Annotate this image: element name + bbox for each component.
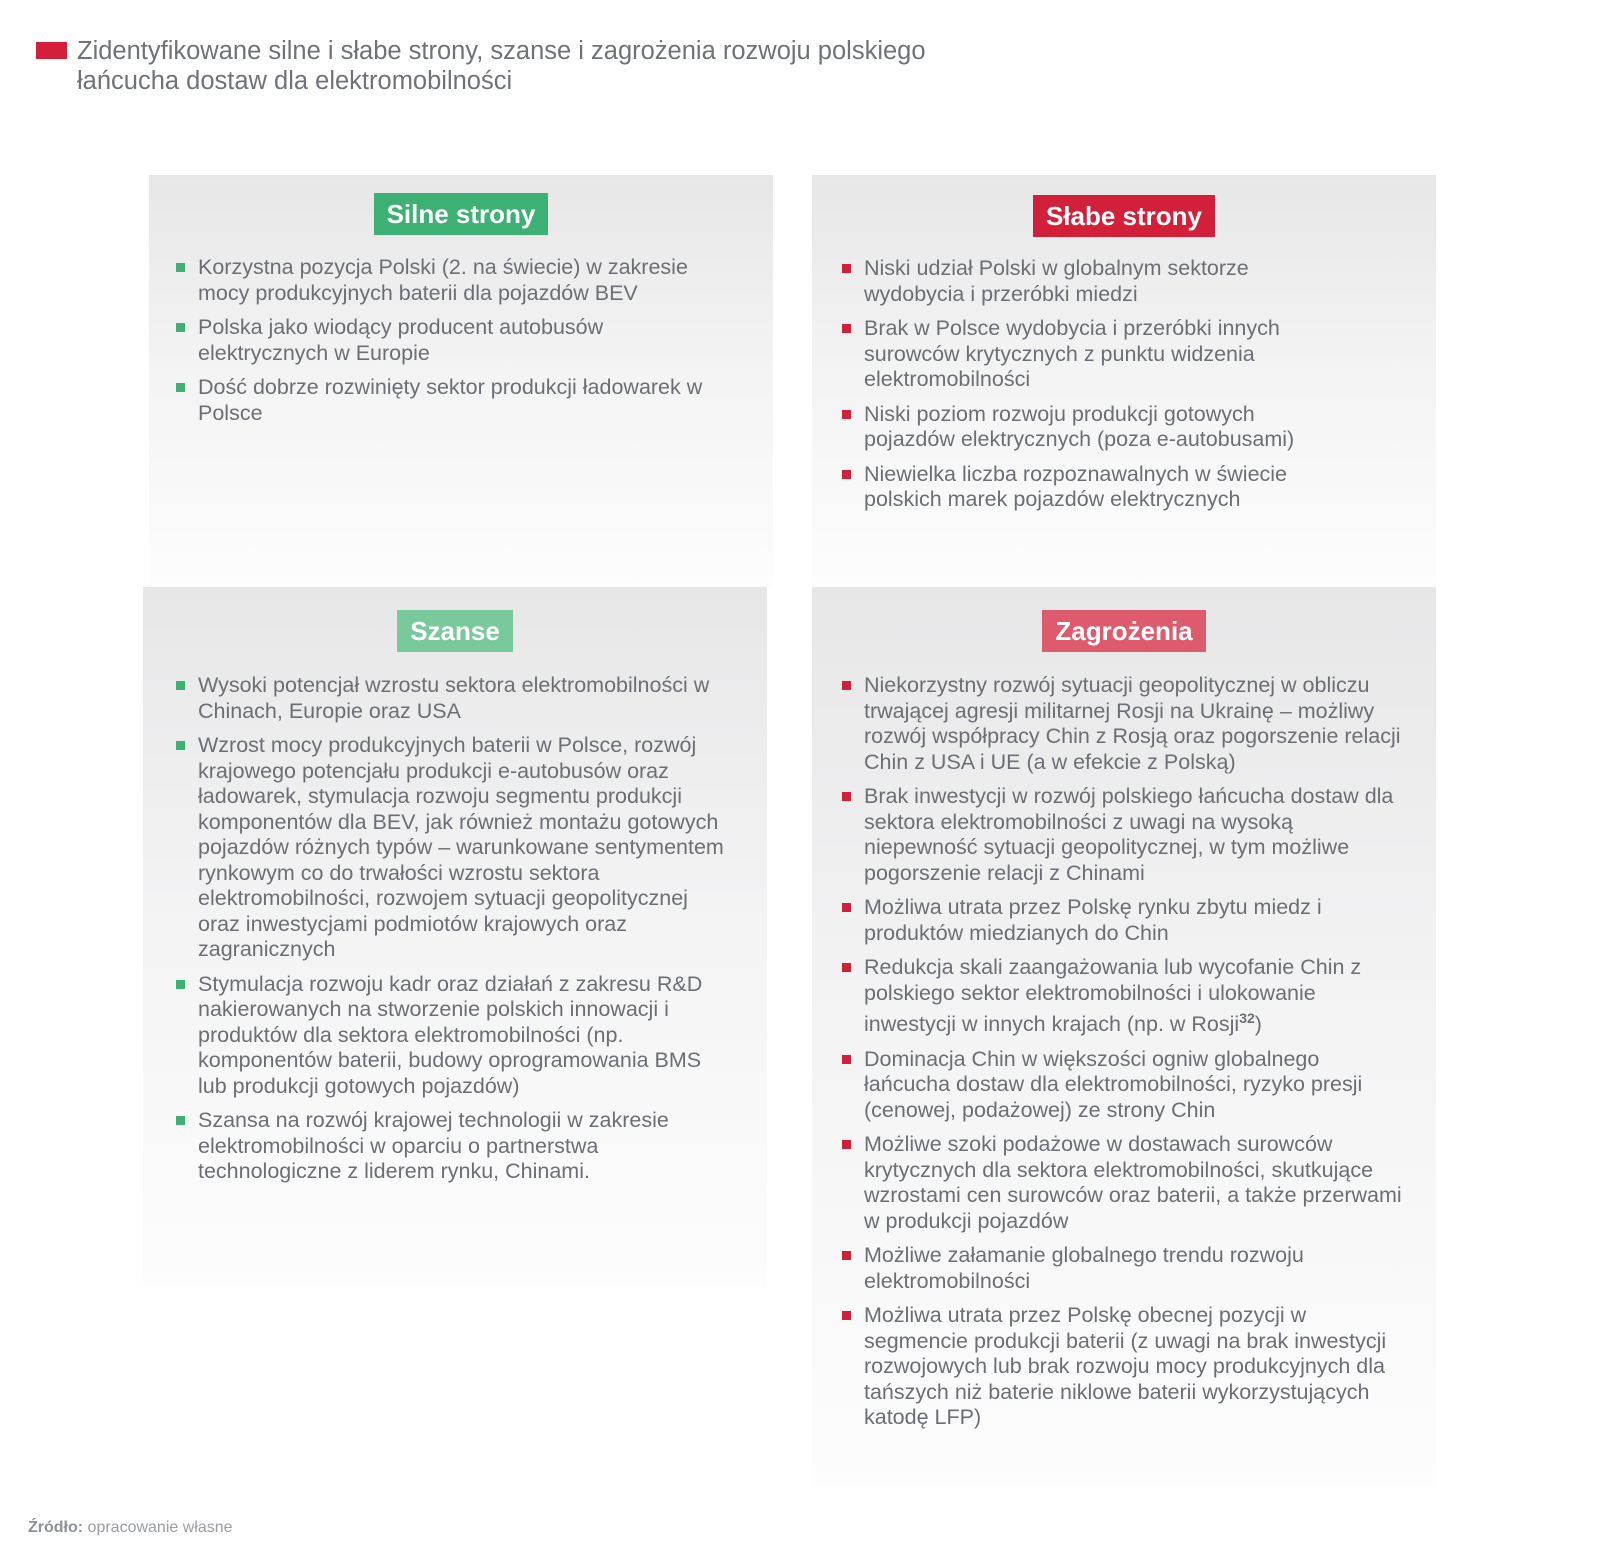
list-item: Możliwa utrata przez Polskę rynku zbytu miedz i produktów miedzianych do Chin [842, 895, 1402, 946]
list-item: Wysoki potencjał wzrostu sektora elektromobilności w Chinach, Europie oraz USA [176, 673, 726, 724]
bullet-icon [176, 681, 185, 690]
strengths-list [176, 255, 716, 435]
list-item: Redukcja skali zaangażowania lub wycofanie Chin z polskiego sektor elektromobilności i ulokowanie inwestycji w innych krajach (np. w Rosji$^{32}$) [842, 955, 1402, 1038]
bullet-icon [842, 1251, 851, 1260]
list-item: Brak w Polsce wydobycia i przeróbki innych surowców krytycznych z punktu widzenia elektromobilności [842, 316, 1317, 393]
bullet-icon [842, 264, 851, 273]
list-item: Niski poziom rozwoju produkcji gotowych pojazdów elektrycznych (poza e-autobusami) [842, 402, 1317, 453]
list-item: Brak inwestycji w rozwój polskiego łańcucha dostaw dla sektora elektromobilności z uwagi na wysoką niepewność sytuacji geopolitycznej, w tym możliwe pogorszenie relacji z Chinami [842, 784, 1402, 886]
bullet-icon [842, 324, 851, 333]
weaknesses-panel [812, 175, 1436, 587]
list-item: Dominacja Chin w większości ogniw globalnego łańcucha dostaw dla elektromobilności, ryzyko presji (cenowej, podażowej) ze strony Chin [842, 1047, 1402, 1124]
list-item: Wzrost mocy produkcyjnych baterii w Polsce, rozwój krajowego potencjału produkcji e-autobusów oraz ładowarek, stymulacja rozwoju segmentu produkcji komponentów dla BEV, jak również montażu gotowych pojazdów różnych typów – warunkowane sentymentem rynkowym co do trwałości wzrostu sektora elektromobilności, rozwojem sytuacji geopolitycznej oraz inwestycjami podmiotów krajowych oraz zagranicznych [176, 733, 726, 963]
bullet-icon [842, 792, 851, 801]
threats-list [842, 673, 1402, 1440]
list-item: Możliwe szoki podażowe w dostawach surowców krytycznych dla sektora elektromobilności, skutkujące wzrostami cen surowców oraz baterii, a także przerwami w produkcji pojazdów [842, 1132, 1402, 1234]
list-item: Stymulacja rozwoju kadr oraz działań z zakresu R&D nakierowanych na stworzenie polskich innowacji i produktów dla sektora elektromobilności (np. komponentów baterii, budowy oprogramowania BMS lub produkcji gotowych pojazdów) [176, 972, 726, 1100]
list-item: Polska jako wiodący producent autobusów elektrycznych w Europie [176, 315, 716, 366]
source-label: Źródło: [28, 1519, 84, 1536]
bullet-icon [176, 980, 185, 989]
page-title: Zidentyfikowane silne i słabe strony, szanse i zagrożenia rozwoju polskiego łańcucha dostaw dla elektromobilności [77, 37, 926, 95]
header-accent-marker [36, 42, 67, 59]
bullet-icon [842, 470, 851, 479]
bullet-icon [176, 323, 185, 332]
bullet-icon [842, 410, 851, 419]
source-note [28, 1519, 233, 1537]
bullet-icon [842, 903, 851, 912]
opportunities-label: Szanse [397, 610, 513, 652]
bullet-icon [176, 263, 185, 272]
bullet-icon [842, 963, 851, 972]
strengths-panel [149, 175, 773, 587]
strengths-label: Silne strony [374, 193, 549, 235]
source-text: opracowanie własne [83, 1519, 233, 1536]
list-item: Dość dobrze rozwinięty sektor produkcji ładowarek w Polsce [176, 375, 716, 426]
bullet-icon [176, 383, 185, 392]
threats-panel [812, 587, 1436, 1487]
bullet-icon [842, 1140, 851, 1149]
opportunities-list [176, 673, 726, 1194]
bullet-icon [176, 741, 185, 750]
list-item: Możliwa utrata przez Polskę obecnej pozycji w segmencie produkcji baterii (z uwagi na brak inwestycji rozwojowych lub brak rozwoju mocy produkcyjnych dla tańszych niż baterie niklowe baterii wykorzystujących katodę LFP) [842, 1303, 1402, 1431]
threats-label: Zagrożenia [1042, 610, 1205, 652]
footnote-ref[interactable]: 32 [1239, 1010, 1255, 1026]
list-item: Szansa na rozwój krajowej technologii w zakresie elektromobilności w oparciu o partnerstwa technologiczne z liderem rynku, Chinami. [176, 1108, 726, 1185]
bullet-icon [842, 681, 851, 690]
list-item: Niekorzystny rozwój sytuacji geopolitycznej w obliczu trwającej agresji militarnej Rosji na Ukrainę – możliwy rozwój współpracy Chin z Rosją oraz pogorszenie relacji Chin z USA i UE (a w efekcie z Polską) [842, 673, 1402, 775]
weaknesses-list [842, 256, 1317, 522]
list-item: Niski udział Polski w globalnym sektorze wydobycia i przeróbki miedzi [842, 256, 1317, 307]
weaknesses-label: Słabe strony [1033, 195, 1215, 237]
bullet-icon [176, 1116, 185, 1125]
list-item: Korzystna pozycja Polski (2. na świecie) w zakresie mocy produkcyjnych baterii dla pojazdów BEV [176, 255, 716, 306]
bullet-icon [842, 1055, 851, 1064]
list-item: Możliwe załamanie globalnego trendu rozwoju elektromobilności [842, 1243, 1402, 1294]
opportunities-panel [143, 587, 767, 1287]
list-item: Niewielka liczba rozpoznawalnych w świecie polskich marek pojazdów elektrycznych [842, 462, 1317, 513]
bullet-icon [842, 1311, 851, 1320]
